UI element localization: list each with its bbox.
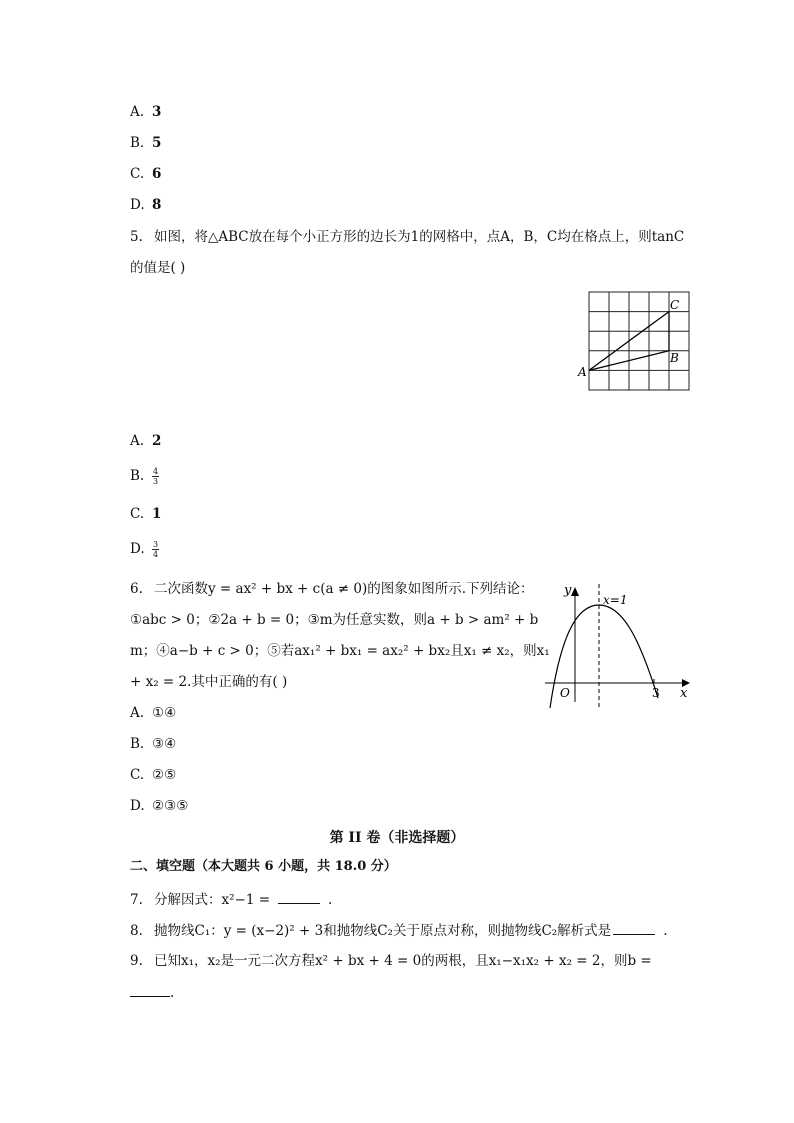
- q5-option-a: A. 2: [130, 433, 162, 449]
- q9-line1: 9. 已知x₁，x₂是一元二次方程x² + bx + 4 = 0的两根，且x₁−x₁x₂ + x₂ = 2，则b =: [130, 953, 652, 969]
- fraction: $\frac{3}{4}$: [153, 540, 159, 559]
- answer-blank[interactable]: [130, 982, 170, 997]
- answer-blank[interactable]: [613, 920, 655, 935]
- label-a: A: [578, 365, 587, 379]
- q4-option-d: D. 8: [130, 197, 162, 213]
- q6-stem-line3: m；④a−b + c > 0；⑤若ax₁² + bx₁ = ax₂² + bx₂且x₁ ≠ x₂，则x₁: [130, 643, 550, 659]
- label-o: O: [560, 686, 570, 700]
- q4-option-b: B. 5: [130, 135, 162, 151]
- section-title: 第 II 卷（非选择题）: [329, 830, 465, 846]
- label-c: C: [670, 298, 680, 312]
- label-b: B: [670, 351, 679, 365]
- q5-option-d: D. $\frac{3}{4}$: [130, 540, 159, 559]
- q6-stem-line2: ①abc > 0；②2a + b = 0；③m为任意实数，则a + b > am² + b: [130, 612, 539, 628]
- q5-stem-line1: 5. 如图，将△ABC放在每个小正方形的边长为1的网格中，点A，B，C均在格点上，则tanC: [130, 229, 685, 245]
- q7: 7. 分解因式：x²−1 = .: [130, 889, 332, 910]
- label-axis: x=1: [603, 593, 628, 607]
- q4-option-c: C. 6: [130, 166, 162, 182]
- answer-blank[interactable]: [278, 889, 320, 904]
- q5-stem-line2: 的值是( ): [130, 260, 186, 276]
- q6-option-b: B. ③④: [130, 736, 177, 752]
- q6-option-c: C. ②⑤: [130, 767, 177, 783]
- q5-option-c: C. 1: [130, 506, 162, 522]
- q4-option-a: A. 3: [130, 104, 162, 120]
- q6-parabola-figure: [540, 580, 700, 708]
- section-heading: 二、填空题（本大题共 6 小题，共 18.0 分）: [130, 859, 397, 874]
- fraction: $\frac{4}{3}$: [153, 467, 159, 486]
- q6-stem-line1: 6. 二次函数y = ax² + bx + c(a ≠ 0)的图象如图所示.下列结论：: [130, 581, 534, 597]
- q5-option-b: B. $\frac{4}{3}$: [130, 467, 159, 486]
- q9-line2: .: [130, 982, 174, 1003]
- label-y: y: [564, 583, 572, 598]
- label-3: 3: [652, 686, 660, 700]
- label-x: x: [680, 686, 688, 701]
- q6-stem-line4: + x₂ = 2.其中正确的有( ): [130, 674, 288, 690]
- q5-grid-figure: [574, 287, 694, 393]
- q8: 8. 抛物线C₁：y = (x−2)² + 3和抛物线C₂关于原点对称，则抛物线C₂解析式是 .: [130, 920, 667, 941]
- q6-option-a: A. ①④: [130, 705, 177, 721]
- q6-option-d: D. ②③⑤: [130, 798, 189, 814]
